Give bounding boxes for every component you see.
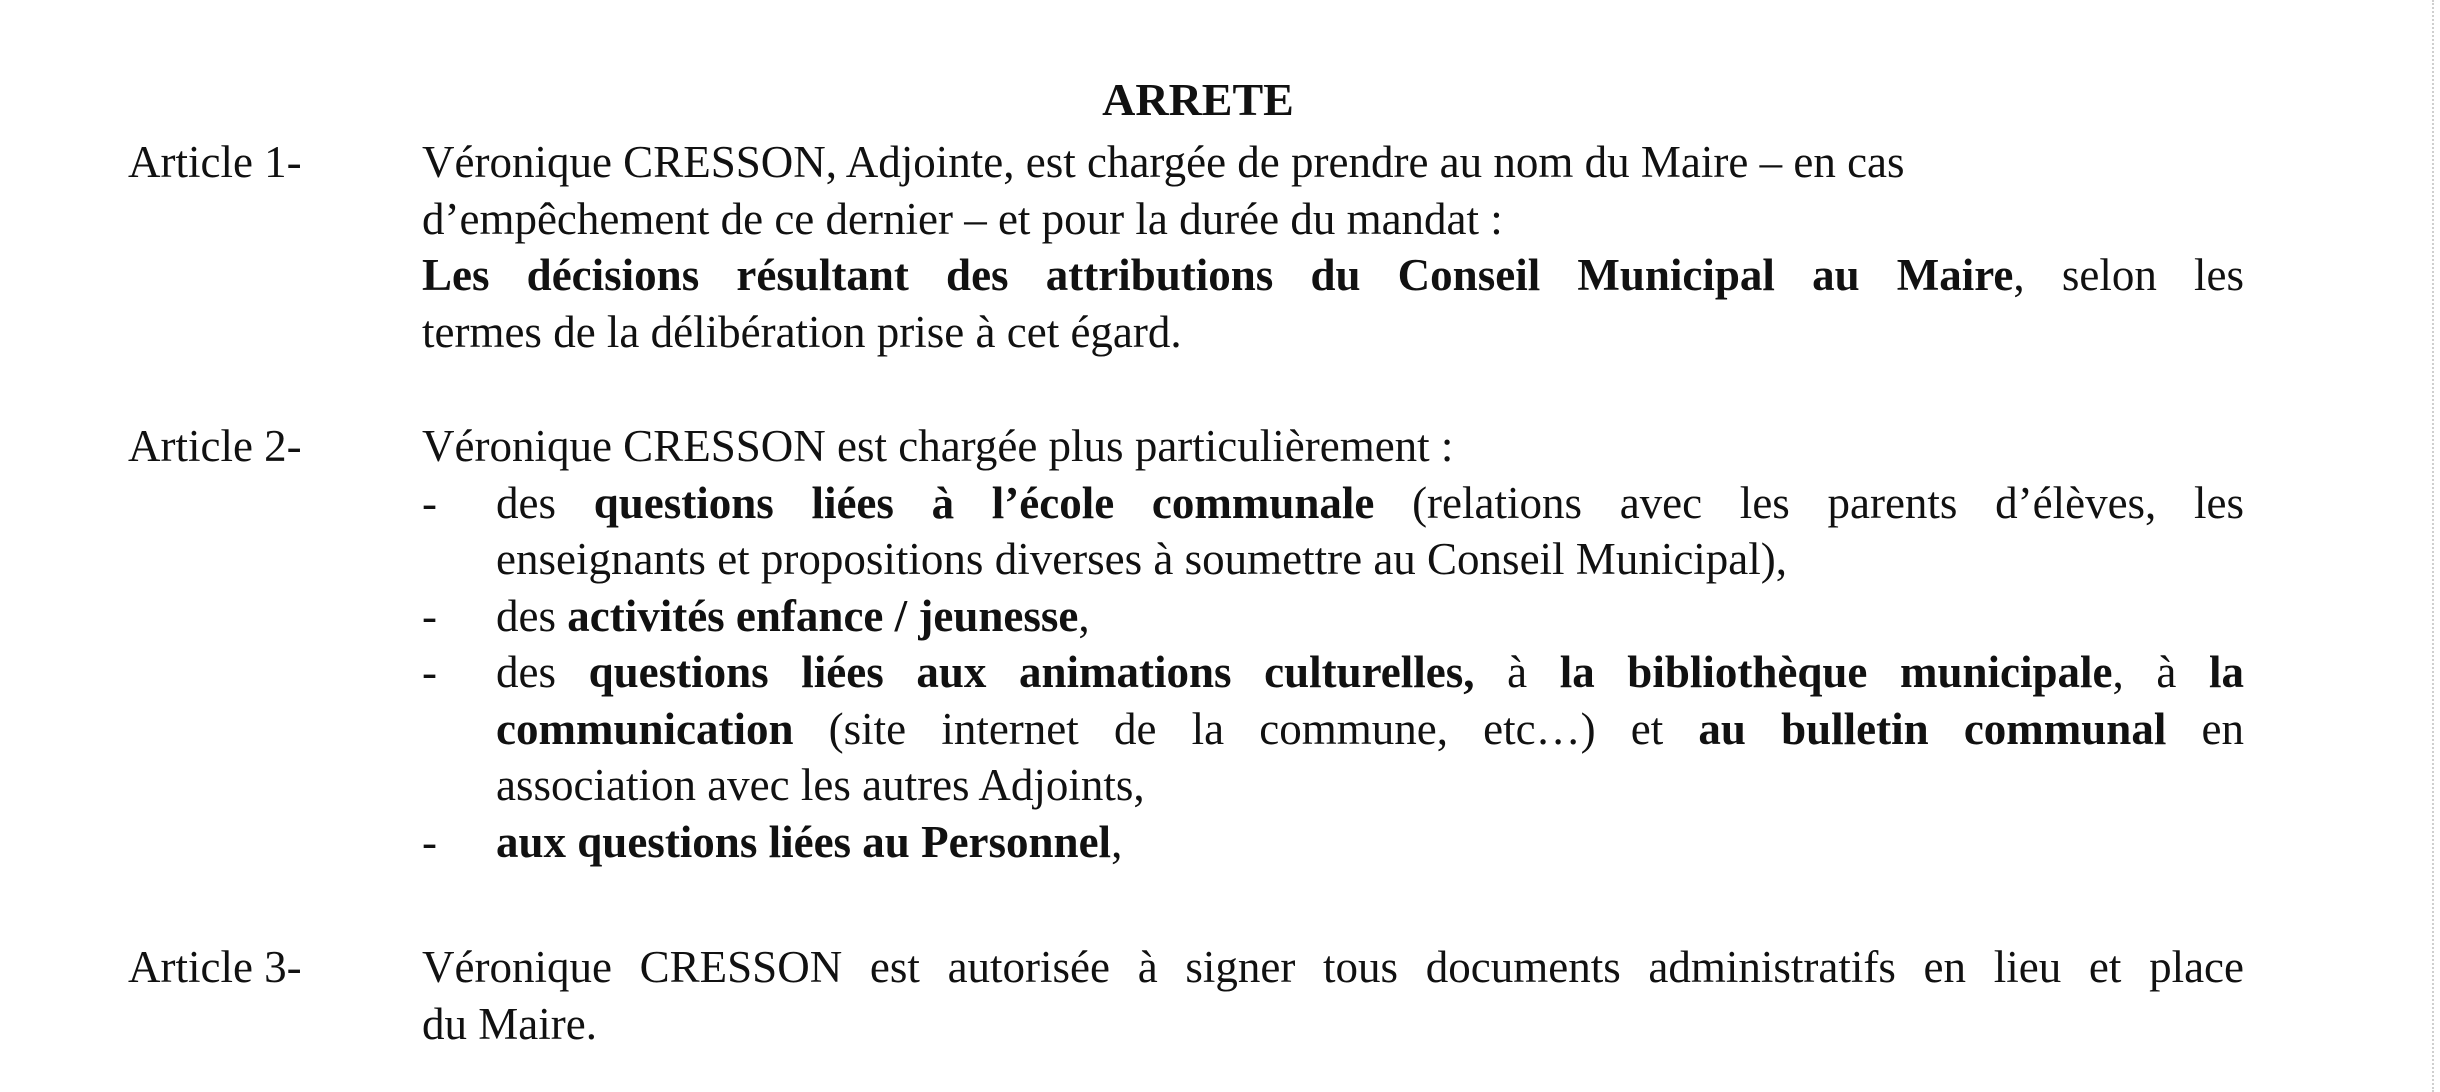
list-item-text: des	[496, 647, 589, 697]
list-item-line	[496, 814, 2244, 871]
list-item-line	[496, 588, 2244, 645]
article-2-body	[422, 418, 2244, 870]
dash-bullet: -	[422, 647, 437, 697]
list-item-text: en	[2166, 703, 2244, 754]
list-item-text: (site internet de la commune, etc…) et	[793, 703, 1699, 754]
list-item-line: enseignants et propositions diverses à soumettre au Conseil Municipal),	[496, 534, 1788, 584]
list-item	[422, 814, 2244, 871]
list-item-text: , à	[2112, 647, 2209, 697]
article-2-label: Article 2-	[128, 421, 302, 471]
dash-bullet: -	[422, 590, 437, 641]
list-item-text: des	[496, 590, 568, 641]
list-item-text: (relations avec les parents d’élèves, les	[1374, 477, 2244, 528]
list-item-bold: au bulletin communal	[1698, 703, 2167, 754]
article-1-line-1: Véronique CRESSON, Adjointe, est chargée de prendre au nom du Maire – en cas	[422, 137, 1905, 187]
document-title: ARRETE	[1102, 74, 1294, 125]
list-item-line	[496, 644, 2244, 701]
article-3-body	[422, 939, 2244, 1052]
list-item-text: à	[1474, 647, 1560, 697]
list-item-text: ,	[1078, 590, 1090, 641]
list-item-bold: questions liées à l’école communale	[593, 477, 1375, 528]
list-item	[422, 644, 2244, 814]
article-3-label: Article 3-	[128, 942, 302, 992]
list-item	[422, 475, 2244, 588]
list-item-bold: la bibliothèque municipale	[1559, 647, 2113, 697]
article-1-label: Article 1-	[128, 137, 302, 187]
list-item-line	[496, 701, 2244, 758]
list-item	[422, 588, 2244, 645]
dash-bullet: -	[422, 477, 437, 528]
article-2-bullet-list	[422, 475, 2244, 871]
list-item-line: association avec les autres Adjoints,	[496, 760, 1145, 810]
list-item-bold: la	[2208, 647, 2244, 697]
list-item-bold: activités enfance / jeunesse	[567, 590, 1079, 641]
article-3-line-1: Véronique CRESSON est autorisée à signer tous documents administratifs en lieu et place	[422, 942, 2244, 992]
list-item-bold: communication	[496, 703, 794, 754]
scan-edge-dots	[2432, 0, 2440, 1092]
list-item-bold: questions liées aux animations culturelles,	[588, 647, 1475, 697]
article-1-body	[422, 134, 2244, 360]
list-item-bold: aux questions liées au Personnel	[496, 816, 1112, 867]
list-item-text: des	[496, 477, 594, 528]
dash-bullet: -	[422, 816, 437, 867]
article-1-bold-decisions: Les décisions résultant des attributions du Conseil Municipal au Maire	[422, 250, 2014, 300]
article-1-line-3-rest: , selon les	[2013, 250, 2244, 300]
list-item-line	[496, 475, 2244, 532]
article-2-intro: Véronique CRESSON est chargée plus particulièrement :	[422, 421, 1454, 471]
list-item-text: ,	[1111, 816, 1123, 867]
article-3-line-2: du Maire.	[422, 998, 597, 1049]
article-1-line-4: termes de la délibération prise à cet égard.	[422, 306, 1182, 357]
article-1-line-3	[422, 247, 2244, 304]
article-1-line-2: d’empêchement de ce dernier – et pour la durée du mandat :	[422, 193, 1503, 244]
